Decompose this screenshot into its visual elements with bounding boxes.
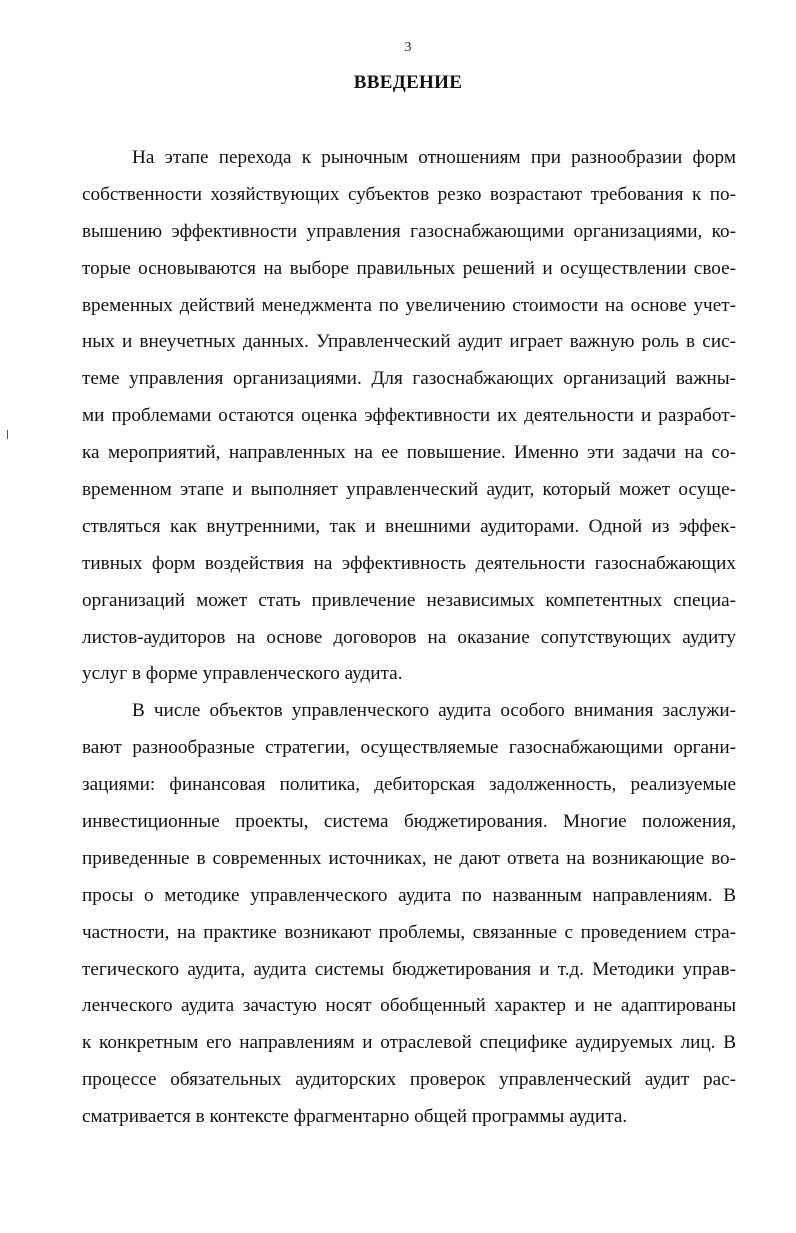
page-title: ВВЕДЕНИЕ: [353, 72, 463, 93]
paragraph-2: [82, 693, 736, 1136]
text-line: вышению эффективности управления газоснабжающими организациями, ко-: [82, 220, 736, 242]
text-line: сматривается в контексте фрагментарно общей программы аудита.: [82, 1106, 628, 1128]
text-line: теме управления организациями. Для газоснабжающих организаций важны-: [82, 368, 736, 390]
text-line: ных и внеучетных данных. Управленческий аудит играет важную роль в сис-: [82, 331, 736, 353]
body-text: [82, 140, 736, 1136]
text-line: тегического аудита, аудита системы бюджетирования и т.д. Методики управ-: [82, 958, 736, 980]
text-line: зациями: финансовая политика, дебиторская задолженность, реализуемые: [82, 774, 736, 796]
text-line: В числе объектов управленческого аудита особого внимания заслужи-: [132, 700, 736, 722]
text-line: листов-аудиторов на основе договоров на оказание сопутствующих аудиту: [82, 626, 736, 648]
text-line: ка мероприятий, направленных на ее повышение. Именно эти задачи на со-: [82, 442, 736, 464]
text-line: инвестиционные проекты, система бюджетирования. Многие положения,: [82, 811, 736, 833]
paragraph-1: [82, 140, 736, 693]
text-line: просы о методике управленческого аудита по названным направлениям. В: [82, 884, 736, 906]
text-line: временном этапе и выполняет управленческий аудит, который может осуще-: [82, 479, 736, 501]
text-line: На этапе перехода к рыночным отношениям при разнообразии форм: [132, 147, 736, 168]
margin-mark: [7, 430, 8, 439]
text-line: к конкретным его направлениям и отраслевой специфике аудируемых лиц. В: [82, 1032, 736, 1054]
text-line: приведенные в современных источниках, не дают ответа на возникающие во-: [82, 847, 736, 869]
text-line: временных действий менеджмента по увеличению стоимости на основе учет-: [82, 294, 736, 316]
text-line: частности, на практике возникают проблемы, связанные с проведением стра-: [82, 921, 736, 943]
text-line: ленческого аудита зачастую носят обобщенный характер и не адаптированы: [82, 995, 736, 1017]
text-line: процессе обязательных аудиторских проверок управленческий аудит рас-: [82, 1069, 736, 1091]
text-line: торые основываются на выборе правильных решений и осуществлении свое-: [82, 257, 736, 279]
page-number: 3: [404, 40, 412, 55]
text-line: вают разнообразные стратегии, осуществляемые газоснабжающими органи-: [82, 737, 736, 759]
text-line: ми проблемами остаются оценка эффективности их деятельности и разработ-: [82, 405, 736, 427]
text-line: собственности хозяйствующих субъектов резко возрастают требования к по-: [82, 183, 736, 205]
text-line: организаций может стать привлечение независимых компетентных специа-: [82, 589, 736, 611]
text-line: тивных форм воздействия на эффективность деятельности газоснабжающих: [82, 552, 736, 574]
text-line: услуг в форме управленческого аудита.: [82, 663, 403, 685]
text-line: ствляться как внутренними, так и внешними аудиторами. Одной из эффек-: [82, 515, 736, 537]
